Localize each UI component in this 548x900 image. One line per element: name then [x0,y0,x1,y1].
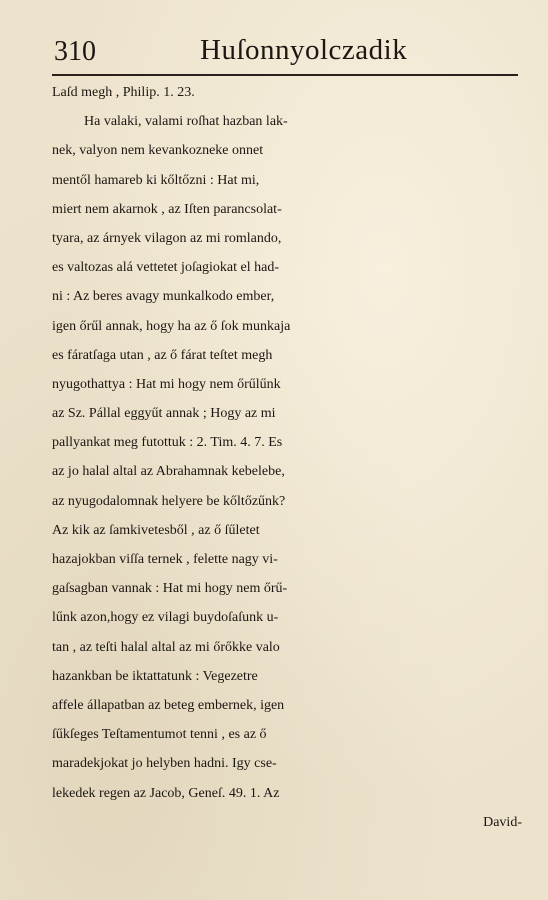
text-line: lűnk azon,hogy ez vilagi buydoſaſunk u- [52,610,279,626]
text-line: pallyankat meg futottuk : 2. Tim. 4. 7. Es [52,435,283,451]
text-line: es fáratſaga utan , az ő fárat teſtet megh [52,347,273,363]
text-line: mentől hamareb ki kőltőzni : Hat mi, [52,172,260,188]
page-number: 310 [54,36,96,67]
catchword: David- [483,814,522,830]
text-line: Laſd megh , Philip. 1. 23. [52,85,195,100]
text-line: Ha valaki, valami roſhat hazban lak- [84,114,288,130]
text-line: es valtozas alá vettetet joſagiokat el had- [52,260,280,276]
text-line: gaſsagban vannak : Hat mi hogy nem őrű- [52,581,288,597]
text-line: maradekjokat jo helyben hadni. Igy cse- [52,756,277,772]
text-line: hazankban be iktattatunk : Vegezetre [52,668,258,684]
body-text [52,78,522,837]
page-header [50,34,520,74]
text-line: tan , az teſti halal altal az mi őrőkke valo [52,639,280,655]
text-line: nek, valyon nem kevankozneke onnet [52,143,264,159]
header-rule [52,74,518,76]
text-line: Az kik az ſamkivetesből , az ő ſűletet [52,522,260,538]
text-line: nyugothattya : Hat mi hogy nem őrűlűnk [52,376,281,392]
text-line: ſűkſeges Teſtamentumot tenni , es az ő [52,727,267,743]
text-line: az Sz. Pállal eggyűt annak ; Hogy az mi [52,406,276,422]
text-line: az jo halal altal az Abrahamnak kebelebe, [52,464,285,480]
text-line: ni : Az beres avagy munkalkodo ember, [52,289,275,305]
text-line: miert nem akarnok , az Iſten parancsolat- [52,201,282,217]
text-line: igen őrűl annak, hogy ha az ő ſok munkaja [52,318,291,334]
text-line: hazajokban viſſa ternek , felette nagy vi- [52,552,278,567]
text-line: affele állapatban az beteg embernek, igen [52,697,285,713]
text-line: az nyugodalomnak helyere be kőltőzűnk? [52,493,286,509]
running-head: Huſonnyolczadik [200,34,408,66]
text-line: tyara, az árnyek vilagon az mi romlando, [52,230,282,246]
text-line: lekedek regen az Jacob, Geneſ. 49. 1. Az [52,785,280,801]
